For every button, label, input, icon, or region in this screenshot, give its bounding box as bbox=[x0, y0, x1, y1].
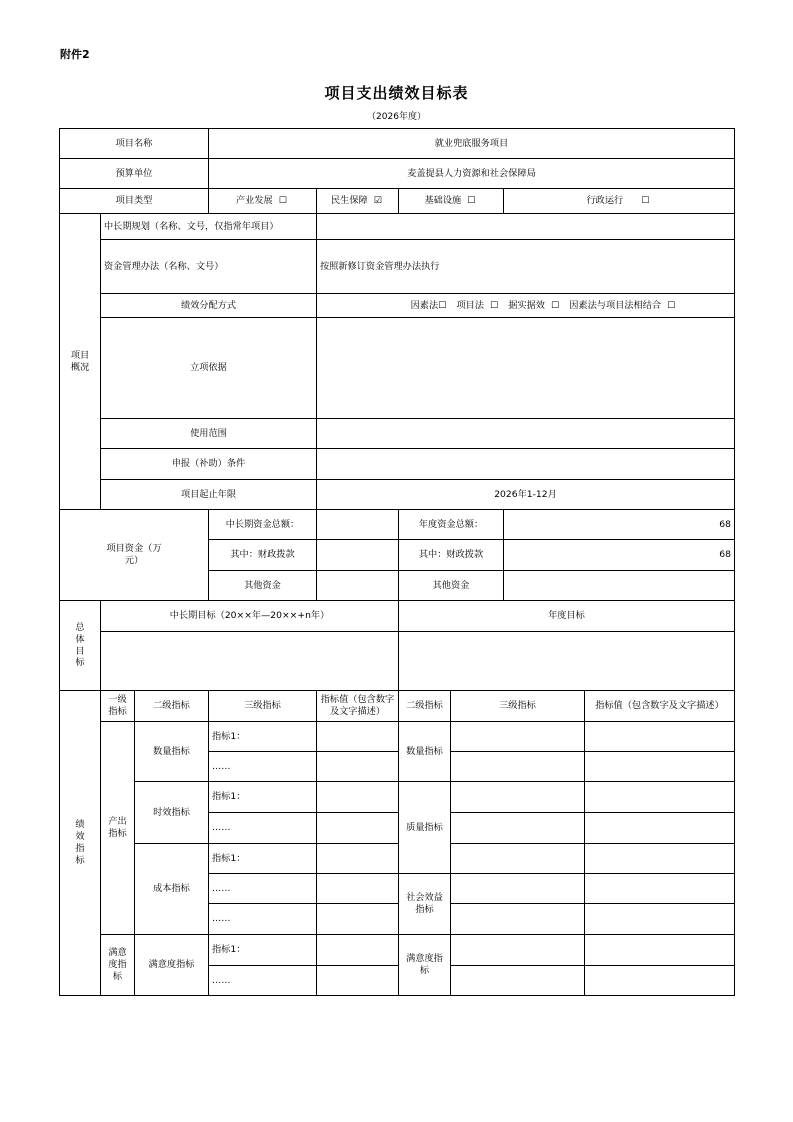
type-option-label: 基础设施 bbox=[424, 195, 462, 207]
indicator-cell[interactable]: …… bbox=[208, 812, 317, 844]
type-option-industry[interactable] bbox=[208, 188, 317, 214]
indicator-value-cell-right[interactable] bbox=[584, 781, 735, 813]
indicator-value-cell-right[interactable] bbox=[584, 812, 735, 844]
mid-term-other-label: 其他资金 bbox=[208, 570, 317, 601]
annual-fiscal-value: 68 bbox=[503, 539, 735, 571]
indicator-value-cell-right[interactable] bbox=[584, 873, 735, 904]
usage-scope-value[interactable] bbox=[316, 418, 735, 449]
mid-term-other-value[interactable] bbox=[316, 570, 399, 601]
indicator-value-cell-right[interactable] bbox=[584, 934, 735, 966]
indicator-value-cell[interactable] bbox=[316, 781, 399, 813]
header-value: 指标值（包含数字及文字描述） bbox=[316, 690, 399, 722]
allocation-method-options bbox=[316, 293, 735, 318]
checkbox-unchecked-icon[interactable]: ☐ bbox=[467, 195, 476, 207]
allocation-method-label: 绩效分配方式 bbox=[100, 293, 317, 318]
annual-goal-value[interactable] bbox=[398, 631, 735, 691]
header-level3-right: 三级指标 bbox=[450, 690, 585, 722]
indicator-value-cell-right[interactable] bbox=[584, 903, 735, 935]
mid-term-goal-value[interactable] bbox=[100, 631, 399, 691]
indicator-cell-right[interactable] bbox=[450, 812, 585, 844]
project-name-value: 就业兜底服务项目 bbox=[208, 128, 735, 159]
alloc-option-combined: 因素法与项目法相结合 bbox=[569, 299, 662, 311]
indicator-value-cell-right[interactable] bbox=[584, 751, 735, 782]
project-period-label: 项目起止年限 bbox=[100, 479, 317, 510]
mid-term-plan-value[interactable] bbox=[316, 213, 735, 240]
project-type-label: 项目类型 bbox=[59, 188, 209, 214]
indicator-cell[interactable]: 指标1： bbox=[208, 934, 317, 966]
attachment-label: 附件2 bbox=[60, 48, 90, 61]
checkbox-unchecked-icon[interactable]: ☐ bbox=[278, 195, 287, 207]
indicator-cell[interactable]: …… bbox=[208, 903, 317, 935]
cost-indicator-label: 成本指标 bbox=[134, 843, 209, 935]
indicator-cell-right[interactable] bbox=[450, 751, 585, 782]
fund-management-value[interactable]: 按照新修订资金管理办法执行 bbox=[316, 239, 735, 294]
indicator-value-cell[interactable] bbox=[316, 812, 399, 844]
application-condition-value[interactable] bbox=[316, 448, 735, 480]
type-option-label: 民生保障 bbox=[331, 195, 368, 207]
annual-total-label: 年度资金总额： bbox=[398, 509, 504, 540]
checkbox-unchecked-icon[interactable]: ☐ bbox=[667, 299, 676, 311]
usage-scope-label: 使用范围 bbox=[100, 418, 317, 449]
mid-term-goal-label: 中长期目标（20××年—20××+n年） bbox=[100, 600, 399, 632]
mid-term-total-value[interactable] bbox=[316, 509, 399, 540]
type-option-label: 产业发展 bbox=[236, 195, 273, 207]
indicator-cell[interactable]: …… bbox=[208, 965, 317, 996]
year-subtitle: （2026年度） bbox=[367, 112, 426, 122]
indicator-value-cell[interactable] bbox=[316, 751, 399, 782]
header-level1: 一级指标 bbox=[100, 690, 135, 722]
header-level3: 三级指标 bbox=[208, 690, 317, 722]
indicator-value-cell[interactable] bbox=[316, 903, 399, 935]
quality-indicator-label: 质量指标 bbox=[398, 781, 451, 874]
project-basis-value[interactable] bbox=[316, 317, 735, 419]
annual-other-value[interactable] bbox=[503, 570, 735, 601]
quantity-indicator-label: 数量指标 bbox=[134, 721, 209, 782]
header-level2: 二级指标 bbox=[134, 690, 209, 722]
indicator-value-cell-right[interactable] bbox=[584, 965, 735, 996]
indicator-value-cell-right[interactable] bbox=[584, 721, 735, 752]
funds-section-label: 项目资金（万元） bbox=[59, 509, 209, 601]
indicator-value-cell-right[interactable] bbox=[584, 843, 735, 874]
indicator-cell[interactable]: …… bbox=[208, 873, 317, 904]
alloc-option-project: 项目法 bbox=[456, 299, 484, 311]
indicator-value-cell[interactable] bbox=[316, 843, 399, 874]
overall-goals-section-label: 总体目标 bbox=[59, 600, 101, 691]
project-name-label: 项目名称 bbox=[59, 128, 209, 159]
indicator-value-cell[interactable] bbox=[316, 965, 399, 996]
alloc-option-factor: 因素法 bbox=[410, 299, 439, 311]
indicator-value-cell[interactable] bbox=[316, 721, 399, 752]
indicator-cell-right[interactable] bbox=[450, 721, 585, 752]
indicator-value-cell[interactable] bbox=[316, 934, 399, 966]
annual-goal-label: 年度目标 bbox=[398, 600, 735, 632]
indicators-section-label: 绩效指标 bbox=[59, 690, 101, 996]
mid-term-total-label: 中长期资金总额： bbox=[208, 509, 317, 540]
type-option-infrastructure[interactable] bbox=[398, 188, 504, 214]
checkbox-unchecked-icon[interactable]: ☐ bbox=[551, 299, 560, 311]
project-period-value: 2026年1-12月 bbox=[316, 479, 735, 510]
checkbox-unchecked-icon[interactable]: ☐ bbox=[490, 299, 499, 311]
time-indicator-label: 时效指标 bbox=[134, 781, 209, 844]
indicator-cell-right[interactable] bbox=[450, 934, 585, 966]
application-condition-label: 申报（补助）条件 bbox=[100, 448, 317, 480]
satisfaction-indicator-right-label: 满意度指标 bbox=[398, 934, 451, 996]
header-level2-right: 二级指标 bbox=[398, 690, 451, 722]
indicator-cell[interactable]: 指标1： bbox=[208, 781, 317, 813]
quantity-indicator-right-label: 数量指标 bbox=[398, 721, 451, 782]
annual-total-value: 68 bbox=[503, 509, 735, 540]
fund-management-label: 资金管理办法（名称、文号） bbox=[100, 239, 317, 294]
indicator-cell[interactable]: …… bbox=[208, 751, 317, 782]
indicator-cell-right[interactable] bbox=[450, 965, 585, 996]
checkbox-unchecked-icon[interactable]: ☐ bbox=[641, 195, 650, 207]
indicator-cell-right[interactable] bbox=[450, 873, 585, 904]
mid-term-plan-label: 中长期规划（名称、文号，仅指常年项目） bbox=[100, 213, 317, 240]
checkbox-checked-icon[interactable]: ☑ bbox=[373, 195, 382, 207]
checkbox-unchecked-icon[interactable]: ☐ bbox=[438, 299, 447, 311]
indicator-cell-right[interactable] bbox=[450, 781, 585, 813]
page-title: 项目支出绩效目标表 bbox=[324, 84, 469, 102]
alloc-option-actual: 据实据效 bbox=[508, 299, 545, 311]
project-basis-label: 立项依据 bbox=[100, 317, 317, 419]
mid-term-fiscal-value[interactable] bbox=[316, 539, 399, 571]
indicator-cell[interactable]: 指标1： bbox=[208, 721, 317, 752]
indicator-value-cell[interactable] bbox=[316, 873, 399, 904]
budget-unit-value: 麦盖提县人力资源和社会保障局 bbox=[208, 158, 735, 189]
type-option-administration[interactable] bbox=[503, 188, 735, 214]
budget-unit-label: 预算单位 bbox=[59, 158, 209, 189]
annual-fiscal-label: 其中：财政拨款 bbox=[398, 539, 504, 571]
social-benefit-indicator-label: 社会效益指标 bbox=[398, 873, 451, 935]
overview-section-label: 项目概况 bbox=[59, 213, 101, 510]
mid-term-fiscal-label: 其中：财政拨款 bbox=[208, 539, 317, 571]
header-value-right: 指标值（包含数字及文字描述） bbox=[584, 690, 735, 722]
satisfaction-level1-label: 满意度指标 bbox=[100, 934, 135, 996]
satisfaction-level2-label: 满意度指标 bbox=[134, 934, 209, 996]
indicator-cell-right[interactable] bbox=[450, 903, 585, 935]
output-indicator-label: 产出指标 bbox=[100, 721, 135, 935]
type-option-label: 行政运行 bbox=[586, 195, 624, 207]
indicator-cell[interactable]: 指标1： bbox=[208, 843, 317, 874]
indicator-cell-right[interactable] bbox=[450, 843, 585, 874]
type-option-livelihood[interactable] bbox=[316, 188, 399, 214]
annual-other-label: 其他资金 bbox=[398, 570, 504, 601]
